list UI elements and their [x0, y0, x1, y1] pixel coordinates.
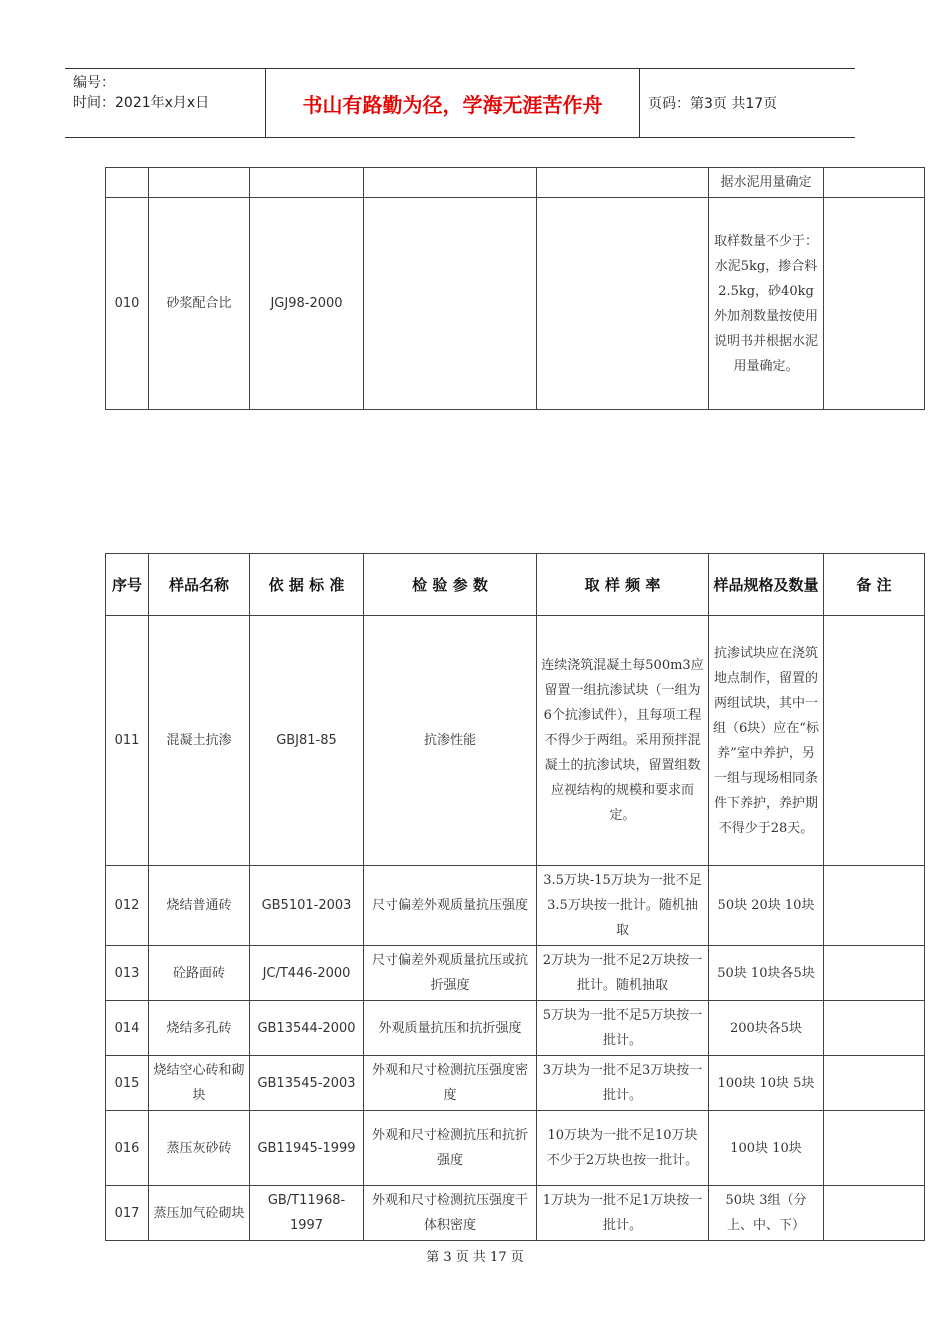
cell-standard: GB5101-2003 — [250, 866, 364, 946]
cell-params: 抗渗性能 — [364, 616, 537, 866]
cell-sample-spec: 100块 10块 — [709, 1111, 824, 1186]
header-standard: 依 据 标 准 — [250, 554, 364, 616]
header-params: 检 验 参 数 — [364, 554, 537, 616]
cell-sample-spec: 取样数量不少于：水泥5kg，掺合料2.5kg，砂40kg外加剂数量按使用说明书并根据水泥用量确定。 — [709, 198, 824, 410]
table-top — [105, 167, 925, 410]
cell-name: 混凝土抗渗 — [149, 616, 250, 866]
header-sample-spec: 样品规格及数量 — [709, 554, 824, 616]
table-row — [106, 1056, 925, 1111]
cell-frequency — [537, 198, 709, 410]
cell-params: 外观和尺寸检测抗压强度密度 — [364, 1056, 537, 1111]
header-name: 样品名称 — [149, 554, 250, 616]
cell-sample-spec: 50块 20块 10块 — [709, 866, 824, 946]
cell-no: 010 — [106, 198, 149, 410]
cell-name: 砂浆配合比 — [149, 198, 250, 410]
cell-remark — [824, 1001, 925, 1056]
cell-frequency: 3万块为一批不足3万块按一批计。 — [537, 1056, 709, 1111]
table-row — [106, 1186, 925, 1241]
cell-no: 017 — [106, 1186, 149, 1241]
header-remark: 备 注 — [824, 554, 925, 616]
table-main — [105, 553, 925, 1241]
cell-sample-spec: 100块 10块 5块 — [709, 1056, 824, 1111]
cell-no: 012 — [106, 866, 149, 946]
cell-name: 烧结空心砖和砌块 — [149, 1056, 250, 1111]
cell-frequency: 连续浇筑混凝土每500m3应留置一组抗渗试块（一组为6个抗渗试件），且每项工程不得少于两组。采用预拌混凝土的抗渗试块，留置组数应视结构的规模和要求而定。 — [537, 616, 709, 866]
header-divider — [639, 69, 640, 137]
cell-sample-spec: 50块 10块各5块 — [709, 946, 824, 1001]
cell-standard: GB11945-1999 — [250, 1111, 364, 1186]
header-meta — [73, 73, 263, 113]
cell-no: 011 — [106, 616, 149, 866]
cell-no: 015 — [106, 1056, 149, 1111]
cell-remark — [824, 168, 925, 198]
cell-params: 外观和尺寸检测抗压和抗折强度 — [364, 1111, 537, 1186]
cell-remark — [824, 1111, 925, 1186]
cell-standard: GB13544-2000 — [250, 1001, 364, 1056]
table-row — [106, 198, 925, 410]
cell-frequency: 5万块为一批不足5万块按一批计。 — [537, 1001, 709, 1056]
header-frequency: 取 样 频 率 — [537, 554, 709, 616]
cell-remark — [824, 616, 925, 866]
cell-sample-spec: 50块 3组（分上、中、下） — [709, 1186, 824, 1241]
page-header — [65, 68, 855, 138]
table-row — [106, 168, 925, 198]
table-row — [106, 1001, 925, 1056]
cell-sample-spec: 据水泥用量确定 — [709, 168, 824, 198]
cell-name: 蒸压加气砼砌块 — [149, 1186, 250, 1241]
cell-frequency: 2万块为一批不足2万块按一批计。随机抽取 — [537, 946, 709, 1001]
cell-name: 烧结多孔砖 — [149, 1001, 250, 1056]
cell-remark — [824, 1186, 925, 1241]
cell-params: 外观质量抗压和抗折强度 — [364, 1001, 537, 1056]
page-footer: 第 3 页 共 17 页 — [426, 1250, 524, 1265]
table-row — [106, 616, 925, 866]
cell-remark — [824, 946, 925, 1001]
cell-standard: GB13545-2003 — [250, 1056, 364, 1111]
cell-params: 尺寸偏差外观质量抗压强度 — [364, 866, 537, 946]
cell-name — [149, 168, 250, 198]
cell-remark — [824, 1056, 925, 1111]
cell-sample-spec: 抗渗试块应在浇筑地点制作，留置的两组试块，其中一组（6块）应在“标养”室中养护，另一组与现场相同条件下养护，养护期不得少于28天。 — [709, 616, 824, 866]
cell-no: 014 — [106, 1001, 149, 1056]
cell-params — [364, 198, 537, 410]
cell-no: 016 — [106, 1111, 149, 1186]
cell-frequency: 3.5万块-15万块为一批不足3.5万块按一批计。随机抽取 — [537, 866, 709, 946]
cell-name: 烧结普通砖 — [149, 866, 250, 946]
cell-params — [364, 168, 537, 198]
cell-params: 外观和尺寸检测抗压强度干体积密度 — [364, 1186, 537, 1241]
cell-remark — [824, 866, 925, 946]
table-row — [106, 946, 925, 1001]
cell-frequency: 1万块为一批不足1万块按一批计。 — [537, 1186, 709, 1241]
header-motto: 书山有路勤为径，学海无涯苦作舟 — [302, 92, 603, 117]
cell-standard: GBJ81-85 — [250, 616, 364, 866]
header-page-label: 页码：第3页 共17页 — [648, 96, 778, 112]
cell-standard — [250, 168, 364, 198]
time-label: 时间：2021年x月x日 — [73, 95, 210, 111]
cell-name: 砼路面砖 — [149, 946, 250, 1001]
cell-frequency: 10万块为一批不足10万块不少于2万块也按一批计。 — [537, 1111, 709, 1186]
table-row — [106, 1111, 925, 1186]
cell-frequency — [537, 168, 709, 198]
cell-name: 蒸压灰砂砖 — [149, 1111, 250, 1186]
cell-params: 尺寸偏差外观质量抗压或抗折强度 — [364, 946, 537, 1001]
table-row — [106, 866, 925, 946]
cell-no — [106, 168, 149, 198]
cell-standard: GB/T11968-1997 — [250, 1186, 364, 1241]
cell-no: 013 — [106, 946, 149, 1001]
cell-remark — [824, 198, 925, 410]
cell-standard: JGJ98-2000 — [250, 198, 364, 410]
cell-sample-spec: 200块各5块 — [709, 1001, 824, 1056]
header-no: 序号 — [106, 554, 149, 616]
cell-standard: JC/T446-2000 — [250, 946, 364, 1001]
table-header-row — [106, 554, 925, 616]
code-label: 编号： — [73, 75, 115, 91]
